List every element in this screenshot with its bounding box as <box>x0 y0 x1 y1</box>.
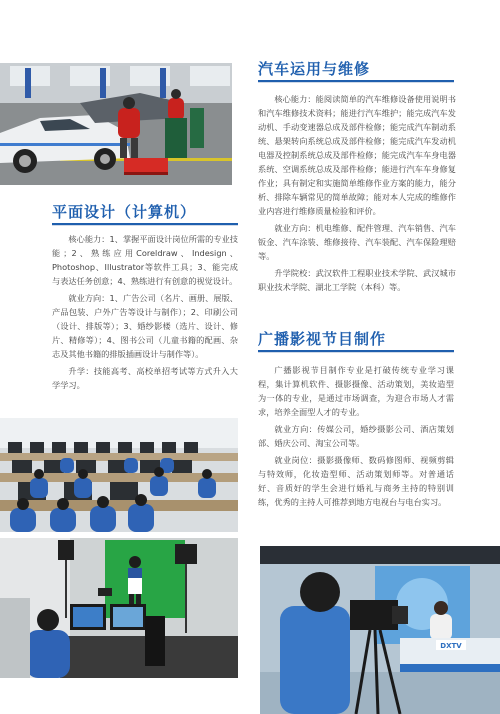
auto-employment: 就业方向：机电维修、配件管理、汽车销售、汽车钣金、汽车涂装、维修接待、汽车装配、汽车保险理赔等。 <box>258 223 456 261</box>
auto-core-ability: 核心能力：能阅读简单的汽车维修设备使用说明书和汽车维修技术资料；能进行汽车维护；能完成汽车发动机、手动变速器总成及部件检修；能完成汽车制动系统、悬架转向系统总成及部件检修；能完成汽车发动机电器及控制系统总成及部件检修；能完成汽车车身电器系统、空调系统总成及部件检修；能进行汽车车身修复作业；具有制定和实施简单维修作业方案的能力，能分析、排除车辆常见的简单故障；能对本人完成的维修作业内容进行维修质量检验和评价。 <box>258 94 456 216</box>
graphic-further-study: 升学：技能高考、高校单招考试等方式升入大学学习。 <box>52 366 238 390</box>
broadcast-core-intro: 广播影视节目制作专业是打破传统专业学习课程，集计算机软件、摄影摄像、活动策划，美妆造型为一体的专业，是通过市场调查，为迎合市场人才需求，培养全面型人才的专业。 <box>258 365 454 417</box>
graphic-section-title: 平面设计（计算机） <box>52 203 197 221</box>
graphic-title-rule <box>52 223 238 225</box>
auto-workshop-photo <box>0 63 232 185</box>
graphic-core-ability: 核心能力：1、掌握平面设计岗位所需的专业技能；2、熟练应用Coreldraw、Indesign、Photoshop、Illustrator等软件工具；3、能完成与表达任务创意；4、熟练进行有创意的视觉设计。 <box>52 234 238 286</box>
auto-title-rule <box>258 80 454 82</box>
graphic-section-body <box>52 232 238 395</box>
computer-lab-photo <box>0 418 238 532</box>
broadcast-section-body <box>258 363 454 512</box>
auto-universities: 升学院校：武汉软件工程职业技术学院、武汉城市职业技术学院、湖北工学院（本科）等。 <box>258 268 456 292</box>
tv-studio-photo <box>260 546 500 714</box>
auto-section-title: 汽车运用与维修 <box>258 60 371 78</box>
dxtv-logo: DXTV <box>440 642 462 650</box>
green-screen-studio-photo <box>0 538 238 678</box>
broadcast-employment: 就业方向：传媒公司，婚纱摄影公司、酒店策划部、婚庆公司、淘宝公司等。 <box>258 424 454 448</box>
broadcast-section-title: 广播影视节目制作 <box>258 330 387 348</box>
auto-section-body <box>258 92 456 297</box>
broadcast-title-rule <box>258 350 454 352</box>
broadcast-job-roles: 就业岗位：摄影摄像师、数码修图师、视频剪辑与特效师，化妆造型师、活动策划师等。对普通话好、音质好的学生会进行婚礼与商务主持的特别训练，优秀的主持人可推荐到地方电视台与电台实习。 <box>258 455 454 507</box>
graphic-employment: 就业方向：1、广告公司（名片、画册、展版、产品包装、户外广告等设计与制作）；2、印刷公司（设计、排版等）；3、婚纱影楼（选片、设计、修片、精修等）；4、图书公司（儿童书籍的配画、杂志及其他书籍的排版插画设计与制作等）。 <box>52 293 238 359</box>
